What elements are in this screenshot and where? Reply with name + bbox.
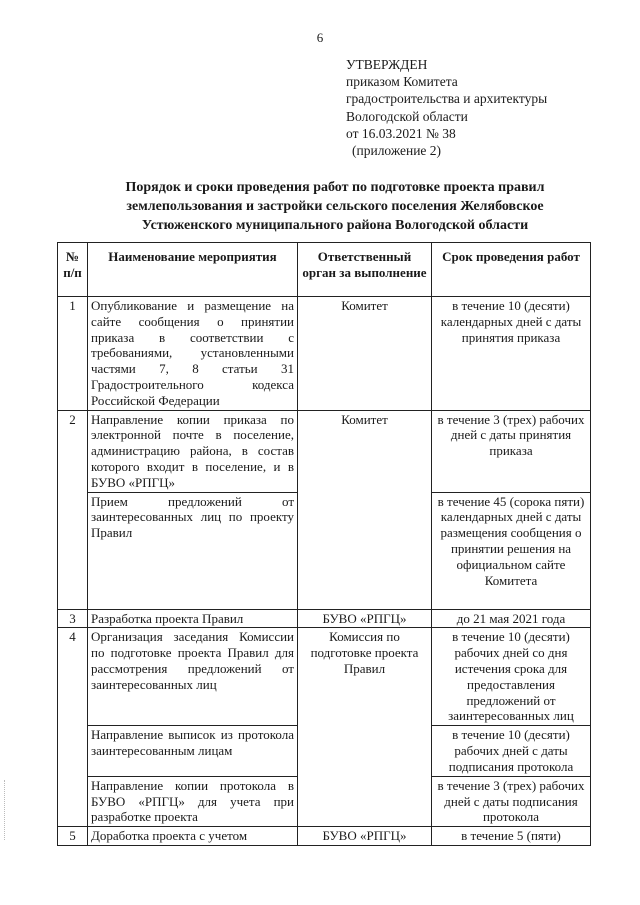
row-num: 5	[58, 827, 88, 846]
row-name: Направление копии приказа по электронной почте в поселение, администрацию района, в состав которого входит в поселение, и в БУВО «РПГЦ»	[88, 410, 298, 492]
row-num: 2	[58, 410, 88, 609]
row-deadline: в течение 10 (десяти) рабочих дней со дня истечения срока для предоставления предложений от заинтересованных лиц	[432, 628, 591, 726]
document-heading	[70, 178, 600, 235]
heading-line: землепользования и застройки сельского поселения Желябовское	[126, 199, 544, 214]
row-deadline: в течение 3 (трех) рабочих дней с даты подписания протокола	[432, 776, 591, 826]
header-num: № п/п	[58, 243, 88, 297]
row-name: Организация заседания Комиссии по подготовке проекта Правил для рассмотрения предложений от заинтересованных лиц	[88, 628, 298, 726]
table-row	[58, 410, 591, 492]
row-name: Направление копии протокола в БУВО «РПГЦ» для учета при разработке проекта	[88, 776, 298, 826]
row-responsible: Комиссия по подготовке проекта Правил	[298, 628, 432, 827]
header-name: Наименование мероприятия	[88, 243, 298, 297]
row-name: Направление выписок из протокола заинтересованным лицам	[88, 726, 298, 776]
row-num: 1	[58, 297, 88, 411]
header-deadline: Срок проведения работ	[432, 243, 591, 297]
row-responsible: Комитет	[298, 410, 432, 609]
row-deadline: в течение 10 (десяти) рабочих дней с даты подписания протокола	[432, 726, 591, 776]
table-row	[58, 609, 591, 628]
row-deadline: в течение 10 (десяти) календарных дней с даты принятия приказа	[432, 297, 591, 411]
schedule-table	[57, 242, 591, 846]
approval-date: от 16.03.2021 № 38	[346, 125, 456, 141]
approval-stamp	[346, 56, 626, 159]
row-name: Прием предложений от заинтересованных лиц по проекту Правил	[88, 492, 298, 609]
approval-line: градостроительства и архитектуры	[346, 91, 548, 107]
row-num: 3	[58, 609, 88, 628]
approval-title: УТВЕРЖДЕН	[346, 57, 428, 72]
row-responsible: БУВО «РПГЦ»	[298, 827, 432, 846]
row-deadline: в течение 3 (трех) рабочих дней с даты принятия приказа	[432, 410, 591, 492]
row-responsible: Комитет	[298, 297, 432, 411]
heading-line: Порядок и сроки проведения работ по подготовке проекта правил	[125, 180, 545, 195]
approval-line: приказом Комитета	[346, 74, 458, 90]
header-responsible: Ответственный орган за выполнение	[298, 243, 432, 297]
row-deadline: до 21 мая 2021 года	[432, 609, 591, 628]
table-row	[58, 628, 591, 726]
page-number: 6	[316, 30, 324, 45]
scan-edge-marks	[4, 780, 7, 840]
table-row	[58, 297, 591, 411]
row-name: Доработка проекта с учетом	[88, 827, 298, 846]
row-deadline: в течение 45 (сорока пяти) календарных дней с даты размещения сообщения о принятии решения на официальном сайте Комитета	[432, 492, 591, 609]
row-name: Разработка проекта Правил	[88, 609, 298, 628]
table-header-row	[58, 243, 591, 297]
approval-line: Вологодской области	[346, 108, 468, 124]
approval-appendix: (приложение 2)	[352, 143, 442, 159]
row-name: Опубликование и размещение на сайте сообщения о принятии приказа в соответствии с требованиями, установленными частями 7, 8 статьи 31 Градостроительного кодекса Российской Федерации	[88, 297, 298, 411]
row-num: 4	[58, 628, 88, 827]
row-responsible: БУВО «РПГЦ»	[298, 609, 432, 628]
row-deadline: в течение 5 (пяти)	[432, 827, 591, 846]
table-row	[58, 827, 591, 846]
heading-line: Устюженского муниципального района Вологодской области	[141, 218, 529, 233]
